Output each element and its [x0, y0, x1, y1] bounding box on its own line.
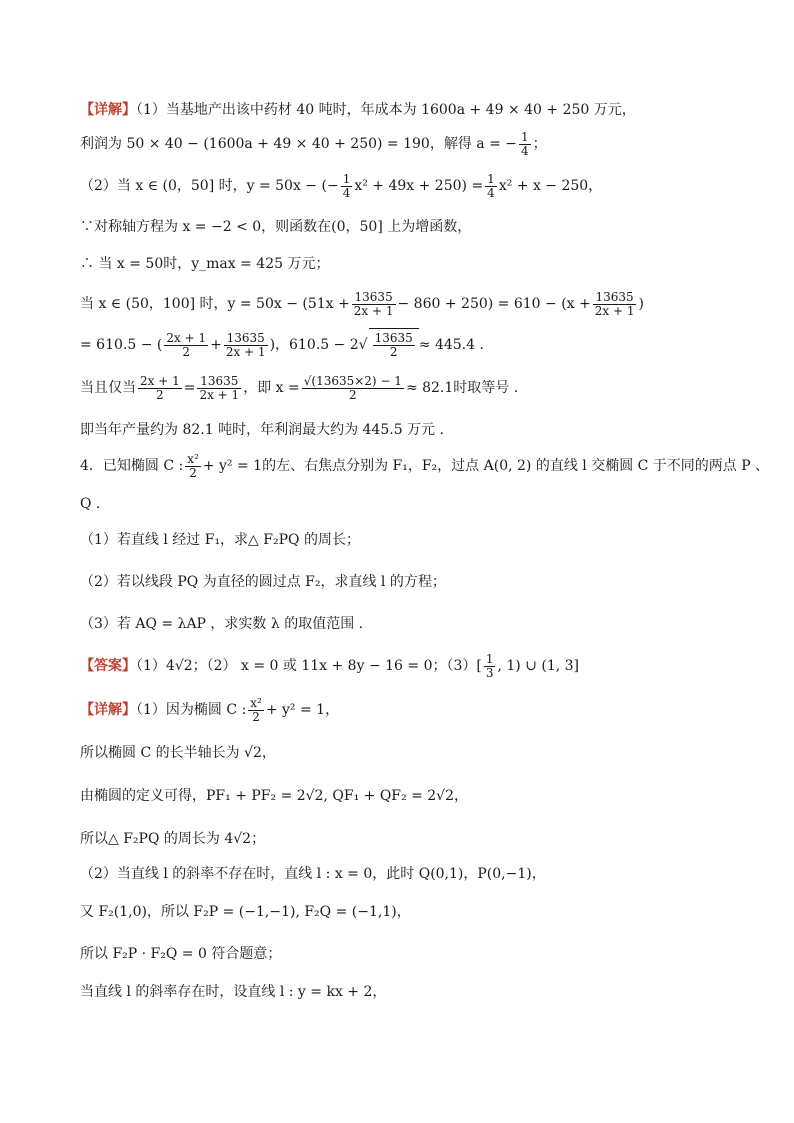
- answer-tag: 【答案】: [80, 658, 136, 674]
- text: Q .: [80, 496, 101, 512]
- text: ): [638, 296, 644, 312]
- text: ∴ 当 x = 50时，y_max = 425 万元；: [80, 256, 330, 272]
- text: 所以 F₂P · F₂Q = 0 符合题意；: [80, 946, 282, 962]
- text: 当直线 l 的斜率存在时，设直线 l : y = kx + 2，: [80, 984, 387, 1000]
- text: ，即 x =: [243, 380, 300, 396]
- denominator: 2: [189, 465, 197, 480]
- denominator: 4: [342, 185, 351, 200]
- denominator: 3: [485, 665, 494, 680]
- detail-2-line-2: [80, 743, 734, 763]
- denominator: 2: [156, 387, 164, 402]
- numerator: 13635: [374, 330, 413, 345]
- question-4-part-1: [80, 530, 734, 550]
- denominator: 2x + 1: [199, 387, 240, 402]
- case-50-100-line: [80, 288, 734, 320]
- fraction: [138, 375, 182, 402]
- text: 由椭圆的定义可得，PF₁ + PF₂ = 2√2, QF₁ + QF₂ = 2√2，: [80, 788, 468, 804]
- fraction: [164, 332, 208, 359]
- text: =: [183, 380, 196, 396]
- numerator: x²: [250, 695, 262, 710]
- fraction: [224, 332, 268, 359]
- text: +: [210, 337, 222, 353]
- bound-line: [80, 328, 734, 361]
- text: （1）当基地产出该中药材 40 吨时，年成本为 1600a + 49 × 40 + 250 万元，: [136, 102, 636, 118]
- answer-line: [80, 650, 734, 682]
- detail-tag: 【详解】: [80, 102, 136, 118]
- detail-2-line-4: [80, 829, 734, 849]
- text: ≈ 82.1时取等号 .: [405, 380, 519, 396]
- fraction: [185, 453, 201, 480]
- text: 当 x ∈ (50，100] 时，y = 50x − (51x +: [80, 296, 350, 312]
- text: ∵对称轴方程为 x = −2 < 0，则函数在(0，50] 上为增函数，: [80, 219, 472, 235]
- text: （1）4√2；（2） x = 0 或 11x + 8y − 16 = 0；（3）[: [136, 658, 482, 674]
- denominator: 4: [521, 143, 529, 158]
- text: ≈ 445.4 .: [418, 337, 484, 353]
- denominator: 2: [182, 344, 191, 359]
- text: （2）当 x ∈ (0，50] 时，y = 50x − (−: [80, 178, 339, 194]
- max-line: [80, 254, 734, 274]
- solution-step-1: [80, 100, 734, 120]
- text: （2）若以线段 PQ 为直径的圆过点 F₂，求直线 l 的方程；: [80, 574, 446, 590]
- text: 所以椭圆 C 的长半轴长为 √2，: [80, 745, 276, 761]
- text: )，610.5 − 2: [269, 337, 359, 353]
- text: x² + x − 250，: [498, 178, 603, 194]
- denominator: 2x + 1: [225, 344, 266, 359]
- detail-2-line-6: [80, 902, 734, 922]
- fraction: [373, 332, 415, 359]
- detail-tag: 【详解】: [80, 702, 136, 718]
- numerator: 2x + 1: [166, 330, 207, 345]
- denominator: 2: [389, 344, 398, 359]
- text: 当且仅当: [80, 380, 136, 396]
- text: 利润为 50 × 40 − (1600a + 49 × 40 + 250) = 190，解得 a = −: [80, 136, 517, 152]
- numerator: 13635: [352, 291, 396, 305]
- text: （1）若直线 l 经过 F₁，求△ F₂PQ 的周长；: [80, 532, 360, 548]
- text: ；: [532, 136, 547, 152]
- text: + y² = 1的左、右焦点分别为 F₁，F₂，过点 A(0, 2) 的直线 l 交椭圆 C 于不同的两点 P 、: [202, 458, 770, 474]
- numerator: 1: [487, 171, 495, 186]
- fraction: [197, 375, 241, 402]
- fraction: [485, 173, 497, 200]
- fraction: [519, 131, 531, 158]
- numerator: √(13635×2) − 1: [303, 373, 402, 388]
- question-4-cont: [80, 494, 734, 514]
- denominator: 2: [252, 709, 260, 724]
- axis-line: [80, 217, 734, 237]
- fraction: [302, 375, 404, 402]
- profit-line: [80, 128, 734, 160]
- sqrt-expression: √ $\frac{13635}{2}$: [359, 337, 419, 353]
- text: x² + 49x + 250) =: [354, 178, 484, 194]
- fraction: [484, 653, 496, 680]
- text: + y² = 1，: [265, 702, 340, 718]
- numerator: x²: [187, 451, 199, 466]
- numerator: 13635: [197, 375, 241, 389]
- text: （2）当直线 l 的斜率不存在时，直线 l : x = 0，此时 Q(0,1)，P(0,−1)，: [80, 866, 546, 882]
- equality-line: [80, 372, 734, 404]
- denominator: 2x + 1: [353, 303, 394, 318]
- fraction: [248, 697, 264, 724]
- detail-2-line-8: [80, 982, 734, 1002]
- text: 所以△ F₂PQ 的周长为 4√2；: [80, 831, 266, 847]
- fraction: [352, 291, 396, 318]
- case-0-50-line: [80, 170, 734, 202]
- numerator: 1: [342, 171, 351, 186]
- denominator: 2x + 1: [594, 303, 635, 318]
- detail-2-line-3: [80, 786, 734, 806]
- detail-2-line-7: [80, 944, 734, 964]
- text: − 860 + 250) = 610 − (x +: [397, 296, 591, 312]
- text: （3）若 AQ = λAP ，求实数 λ 的取值范围 .: [80, 616, 364, 632]
- fraction: [341, 173, 353, 200]
- text: （1）因为椭圆 C :: [136, 702, 247, 718]
- numerator: 1: [485, 651, 494, 666]
- text: = 610.5 − (: [80, 337, 163, 353]
- question-4-part-3: [80, 614, 734, 634]
- numerator: 1: [521, 129, 529, 144]
- fraction: [593, 291, 637, 318]
- detail-2-line-1: [80, 694, 734, 726]
- question-4: [80, 450, 770, 482]
- denominator: 2: [349, 387, 357, 402]
- conclusion-line: [80, 420, 734, 440]
- denominator: 4: [487, 185, 495, 200]
- numerator: 13635: [224, 332, 268, 346]
- numerator: 13635: [593, 291, 637, 305]
- detail-2-line-5: [80, 864, 734, 884]
- numerator: 2x + 1: [140, 373, 180, 388]
- text: , 1) ∪ (1, 3]: [497, 658, 580, 674]
- text: 即当年产量约为 82.1 吨时，年利润最大约为 445.5 万元 .: [80, 422, 444, 438]
- question-4-part-2: [80, 572, 734, 592]
- text: 4．已知椭圆 C :: [80, 458, 184, 474]
- text: 又 F₂(1,0)，所以 F₂P = (−1,−1), F₂Q = (−1,1)，: [80, 904, 411, 920]
